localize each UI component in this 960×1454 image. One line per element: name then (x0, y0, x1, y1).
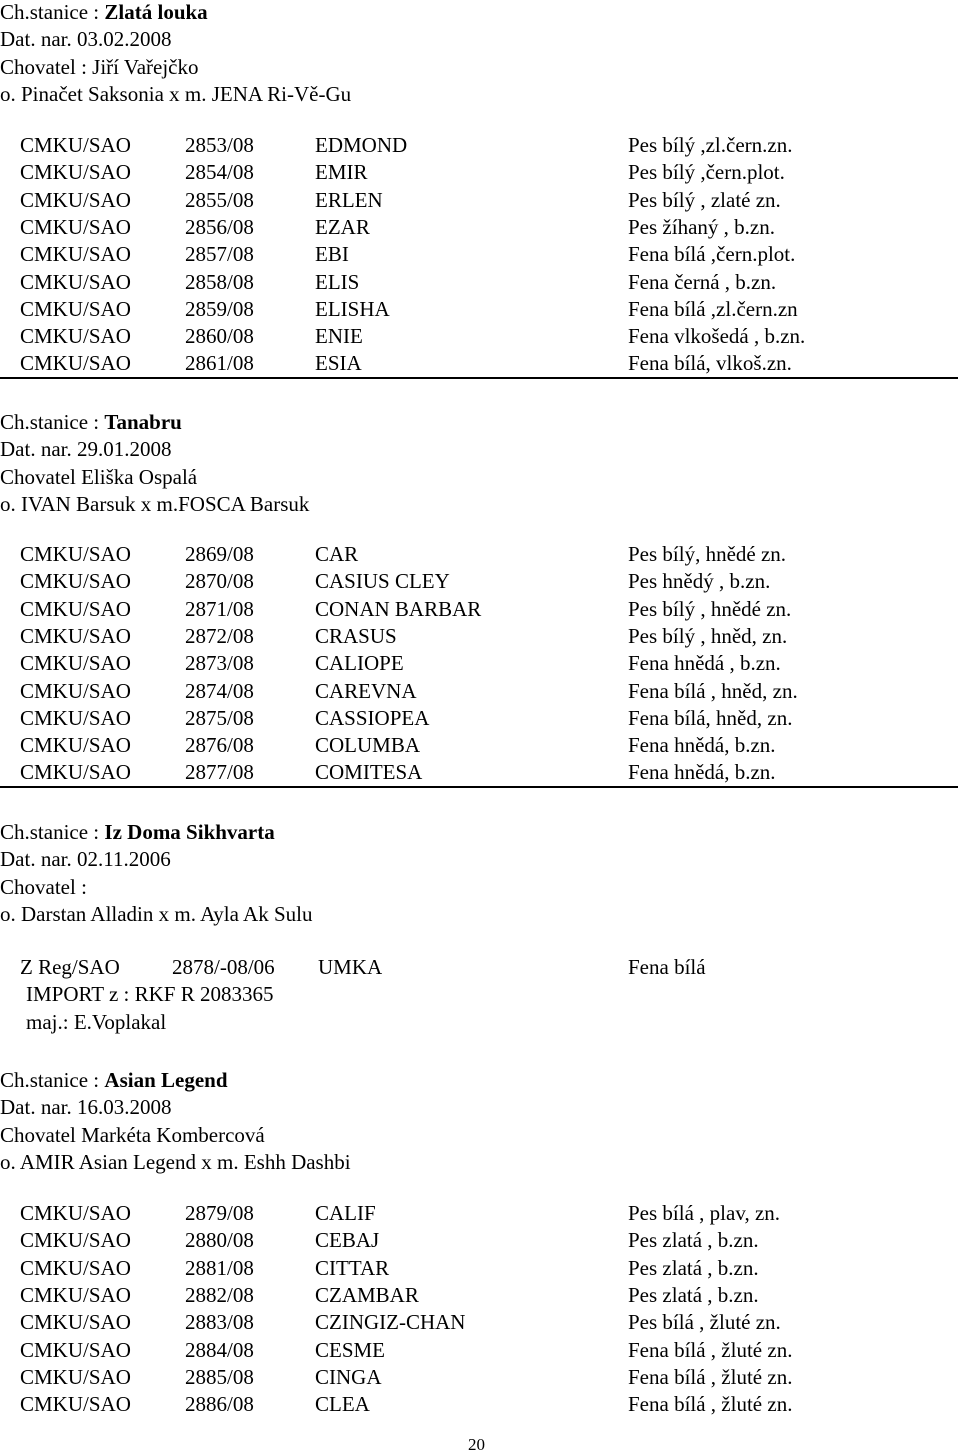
registry-cell: CMKU/SAO (20, 1255, 131, 1280)
station-label: Ch.stanice : (0, 0, 105, 24)
table-row (0, 1338, 960, 1362)
registry-cell: CMKU/SAO (20, 324, 131, 349)
description-cell: Pes bílý , hněd, zn. (628, 623, 788, 648)
registry-cell: CMKU/SAO (20, 1310, 131, 1335)
station-heading (0, 410, 182, 434)
registry-cell: CMKU/SAO (20, 214, 131, 239)
registry-cell: CMKU/SAO (20, 1392, 131, 1417)
number-cell: 2875/08 (185, 705, 254, 730)
table-row (0, 1392, 960, 1416)
table-row (0, 133, 960, 157)
dog-name-cell: ERLEN (315, 187, 383, 212)
number-cell: 2881/08 (185, 1255, 254, 1280)
registry-cell: CMKU/SAO (20, 733, 131, 758)
registry-cell: CMKU/SAO (20, 678, 131, 703)
number-cell: 2883/08 (185, 1310, 254, 1335)
dog-name-cell: CINGA (315, 1364, 382, 1389)
registry-cell: CMKU/SAO (20, 1364, 131, 1389)
registry-cell: CMKU/SAO (20, 705, 131, 730)
table-row (0, 651, 960, 675)
dog-name-cell: CALIF (315, 1201, 376, 1225)
number-cell: 2858/08 (185, 269, 254, 294)
table-row (0, 624, 960, 648)
number-cell: 2876/08 (185, 733, 254, 758)
station-label: Ch.stanice : (0, 1068, 105, 1092)
station-heading (0, 1068, 228, 1092)
import-line: IMPORT z : RKF R 2083365 (26, 982, 274, 1007)
description-cell: Fena bílá , žluté zn. (628, 1337, 793, 1362)
registry-cell: CMKU/SAO (20, 1282, 131, 1307)
dog-name-cell: CZINGIZ-CHAN (315, 1310, 466, 1335)
registry-cell: Z Reg/SAO (20, 955, 120, 979)
table-row (0, 542, 960, 566)
description-cell: Fena vlkošedá , b.zn. (628, 324, 806, 349)
number-cell: 2859/08 (185, 296, 254, 321)
dog-name-cell: ELIS (315, 269, 360, 294)
description-cell: Fena hnědá , b.zn. (628, 651, 781, 676)
description-cell: Fena bílá, hněd, zn. (628, 705, 793, 730)
number-cell: 2878/-08/06 (172, 955, 275, 979)
description-cell: Fena černá , b.zn. (628, 269, 777, 294)
table-row (0, 1201, 960, 1225)
breeder: Chovatel : Jiří Vařejčko (0, 54, 199, 79)
table-row (0, 955, 960, 979)
station-label: Ch.stanice : (0, 820, 105, 844)
dog-name-cell: EZAR (315, 214, 370, 239)
dog-name-cell: CRASUS (315, 623, 397, 648)
registry-cell: CMKU/SAO (20, 542, 131, 566)
number-cell: 2872/08 (185, 623, 254, 648)
description-cell: Pes bílý , zlaté zn. (628, 187, 781, 212)
number-cell: 2853/08 (185, 133, 254, 157)
birth-date: Dat. nar. 02.11.2006 (0, 847, 171, 872)
parents: o. IVAN Barsuk x m.FOSCA Barsuk (0, 491, 310, 516)
dog-name-cell: CAREVNA (315, 678, 417, 703)
description-cell: Pes zlatá , b.zn. (628, 1282, 759, 1307)
table-row (0, 297, 960, 321)
birth-date: Dat. nar. 03.02.2008 (0, 27, 172, 52)
number-cell: 2860/08 (185, 324, 254, 349)
dog-name-cell: CZAMBAR (315, 1282, 419, 1307)
description-cell: Pes bílý ,zl.čern.zn. (628, 133, 793, 157)
registry-cell: CMKU/SAO (20, 296, 131, 321)
dog-name-cell: CITTAR (315, 1255, 390, 1280)
registry-cell: CMKU/SAO (20, 269, 131, 294)
dog-name-cell: COMITESA (315, 760, 423, 785)
dog-name-cell: EBI (315, 242, 349, 267)
station-heading (0, 0, 208, 24)
table-row (0, 1228, 960, 1252)
description-cell: Fena bílá , žluté zn. (628, 1364, 793, 1389)
registry-cell: CMKU/SAO (20, 242, 131, 267)
number-cell: 2856/08 (185, 214, 254, 239)
dog-name-cell: CONAN BARBAR (315, 596, 482, 621)
table-row (0, 324, 960, 348)
number-cell: 2879/08 (185, 1201, 254, 1225)
station-label: Ch.stanice : (0, 410, 105, 434)
table-row (0, 679, 960, 703)
registry-cell: CMKU/SAO (20, 133, 131, 157)
section-divider (0, 786, 958, 788)
description-cell: Fena bílá (628, 955, 706, 979)
section-divider (0, 377, 958, 379)
description-cell: Fena bílá, vlkoš.zn. (628, 351, 792, 376)
registry-cell: CMKU/SAO (20, 1201, 131, 1225)
station-name: Asian Legend (104, 1068, 228, 1092)
number-cell: 2877/08 (185, 760, 254, 785)
registry-cell: CMKU/SAO (20, 351, 131, 376)
dog-name-cell: CAR (315, 542, 359, 566)
table-row (0, 706, 960, 730)
table-row (0, 1310, 960, 1334)
dog-name-cell: CASSIOPEA (315, 705, 430, 730)
registry-cell: CMKU/SAO (20, 651, 131, 676)
number-cell: 2884/08 (185, 1337, 254, 1362)
breeder: Chovatel : (0, 874, 87, 899)
table-row (0, 351, 960, 375)
description-cell: Pes bílý, hnědé zn. (628, 542, 787, 566)
number-cell: 2857/08 (185, 242, 254, 267)
number-cell: 2869/08 (185, 542, 254, 566)
dog-name-cell: UMKA (318, 955, 383, 979)
number-cell: 2871/08 (185, 596, 254, 621)
description-cell: Fena bílá ,čern.plot. (628, 242, 796, 267)
description-cell: Pes žíhaný , b.zn. (628, 214, 775, 239)
description-cell: Fena bílá , žluté zn. (628, 1392, 793, 1417)
table-row (0, 1365, 960, 1389)
table-row (0, 1256, 960, 1280)
table-row (0, 569, 960, 593)
description-cell: Fena hnědá, b.zn. (628, 760, 776, 785)
dog-name-cell: CESME (315, 1337, 386, 1362)
table-row (0, 1283, 960, 1307)
number-cell: 2855/08 (185, 187, 254, 212)
dog-name-cell: EMIR (315, 160, 368, 185)
number-cell: 2880/08 (185, 1228, 254, 1253)
registry-cell: CMKU/SAO (20, 760, 131, 785)
dog-name-cell: CEBAJ (315, 1228, 380, 1253)
registry-cell: CMKU/SAO (20, 1228, 131, 1253)
description-cell: Pes bílá , žluté zn. (628, 1310, 781, 1335)
description-cell: Pes hnědý , b.zn. (628, 569, 771, 594)
description-cell: Pes bílá , plav, zn. (628, 1201, 781, 1225)
parents: o. AMIR Asian Legend x m. Eshh Dashbi (0, 1149, 351, 1174)
number-cell: 2870/08 (185, 569, 254, 594)
table-row (0, 215, 960, 239)
table-row (0, 270, 960, 294)
description-cell: Pes zlatá , b.zn. (628, 1255, 759, 1280)
registry-cell: CMKU/SAO (20, 596, 131, 621)
description-cell: Pes bílý , hnědé zn. (628, 596, 792, 621)
birth-date: Dat. nar. 29.01.2008 (0, 437, 172, 462)
dog-name-cell: CALIOPE (315, 651, 404, 676)
number-cell: 2885/08 (185, 1364, 254, 1389)
number-cell: 2874/08 (185, 678, 254, 703)
number-cell: 2861/08 (185, 351, 254, 376)
number-cell: 2873/08 (185, 651, 254, 676)
table-row (0, 760, 960, 784)
owner-line: maj.: E.Voplakal (26, 1009, 167, 1034)
dog-name-cell: ENIE (315, 324, 363, 349)
description-cell: Fena bílá , hněd, zn. (628, 678, 798, 703)
description-cell: Fena bílá ,zl.čern.zn (628, 296, 798, 321)
parents: o. Pinačet Saksonia x m. JENA Ri-Vě-Gu (0, 81, 352, 106)
birth-date: Dat. nar. 16.03.2008 (0, 1095, 172, 1120)
table-row (0, 188, 960, 212)
station-name: Iz Doma Sikhvarta (104, 820, 275, 844)
dog-name-cell: CASIUS CLEY (315, 569, 450, 594)
description-cell: Fena hnědá, b.zn. (628, 733, 776, 758)
registry-cell: CMKU/SAO (20, 160, 131, 185)
station-heading (0, 820, 275, 844)
table-row (0, 733, 960, 757)
description-cell: Pes bílý ,čern.plot. (628, 160, 785, 185)
breeder: Chovatel Markéta Kombercová (0, 1122, 265, 1147)
number-cell: 2882/08 (185, 1282, 254, 1307)
registry-cell: CMKU/SAO (20, 569, 131, 594)
table-row (0, 597, 960, 621)
dog-name-cell: EDMOND (315, 133, 408, 157)
registry-cell: CMKU/SAO (20, 187, 131, 212)
breeder: Chovatel Eliška Ospalá (0, 464, 198, 489)
station-name: Zlatá louka (104, 0, 208, 24)
table-row (0, 242, 960, 266)
dog-name-cell: ESIA (315, 351, 362, 376)
description-cell: Pes zlatá , b.zn. (628, 1228, 759, 1253)
number-cell: 2886/08 (185, 1392, 254, 1417)
station-name: Tanabru (104, 410, 182, 434)
dog-name-cell: CLEA (315, 1392, 370, 1417)
page-number: 20 (468, 1435, 485, 1454)
registry-cell: CMKU/SAO (20, 623, 131, 648)
parents: o. Darstan Alladin x m. Ayla Ak Sulu (0, 901, 313, 926)
dog-name-cell: COLUMBA (315, 733, 421, 758)
table-row (0, 160, 960, 184)
number-cell: 2854/08 (185, 160, 254, 185)
registry-cell: CMKU/SAO (20, 1337, 131, 1362)
dog-name-cell: ELISHA (315, 296, 390, 321)
